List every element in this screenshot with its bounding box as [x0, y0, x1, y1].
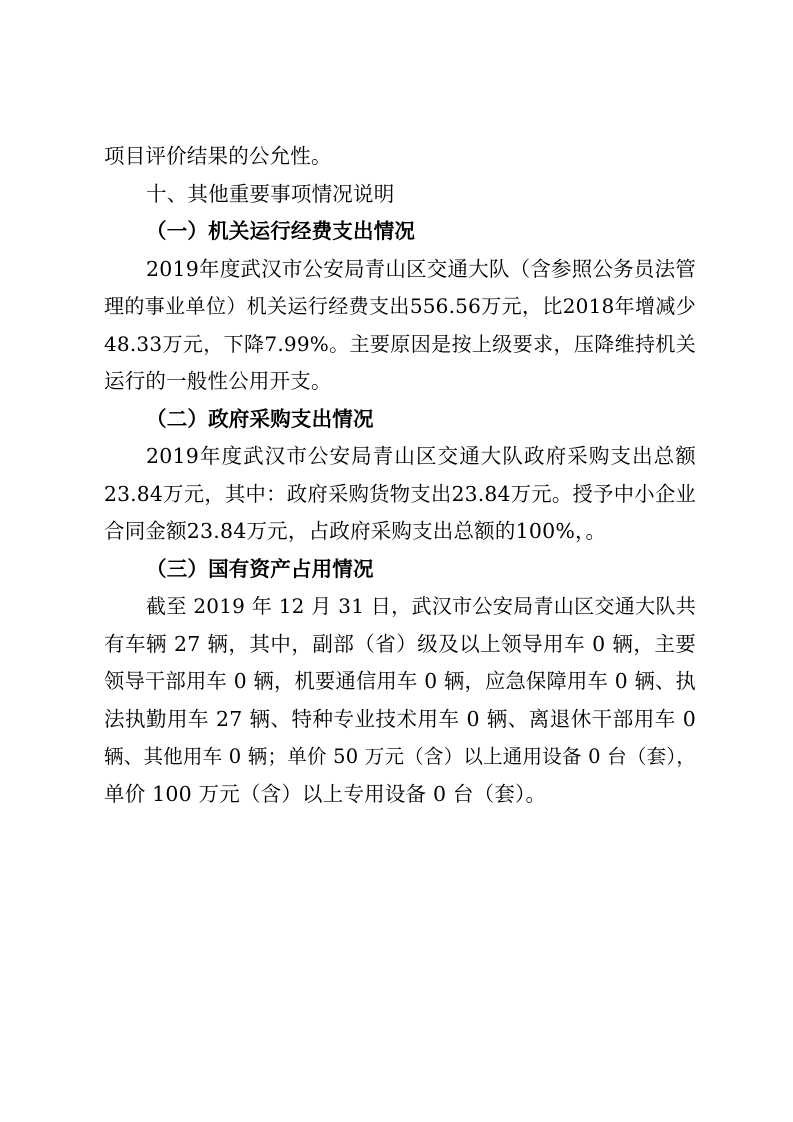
paragraph-line: 截至 2019 年 12 月 31 日，武汉市公安局青山区交通大队共	[146, 594, 696, 618]
paragraph-line: 2019年度武汉市公安局青山区交通大队（含参照公务员法管	[146, 256, 696, 281]
paragraph-line: 项目评价结果的公允性。	[104, 144, 332, 168]
paragraph-line: 单价 100 万元（含）以上专用设备 0 台（套）。	[104, 781, 547, 806]
subsection-heading: （三）国有资产占用情况	[146, 556, 374, 581]
subsection-heading: （一）机关运行经费支出情况	[146, 219, 416, 243]
paragraph-line: 领导干部用车 0 辆，机要通信用车 0 辆，应急保障用车 0 辆、执	[104, 669, 696, 693]
paragraph-line: 运行的一般性公用开支。	[104, 369, 332, 393]
paragraph-line: 48.33万元，下降7.99%。主要原因是按上级要求，压降维持机关	[104, 331, 696, 356]
document-body	[104, 138, 696, 813]
subsection-heading: （二）政府采购支出情况	[146, 406, 374, 431]
paragraph-line: 法执勤用车 27 辆、特种专业技术用车 0 辆、离退休干部用车 0	[104, 706, 696, 731]
paragraph-line: 2019年度武汉市公安局青山区交通大队政府采购支出总额	[146, 444, 696, 468]
paragraph-line: 辆、其他用车 0 辆；单价 50 万元（含）以上通用设备 0 台（套），	[104, 745, 696, 768]
section-heading: 十、其他重要事项情况说明	[146, 181, 395, 206]
paragraph-line: 有车辆 27 辆，其中，副部（省）级及以上领导用车 0 辆，主要	[104, 631, 696, 656]
paragraph-line: 合同金额23.84万元，占政府采购支出总额的100%，。	[104, 519, 607, 543]
paragraph-line: 理的事业单位）机关运行经费支出556.56万元，比2018年增减少	[104, 294, 696, 318]
paragraph-line: 23.84万元，其中：政府采购货物支出23.84万元。授予中小企业	[104, 481, 696, 506]
